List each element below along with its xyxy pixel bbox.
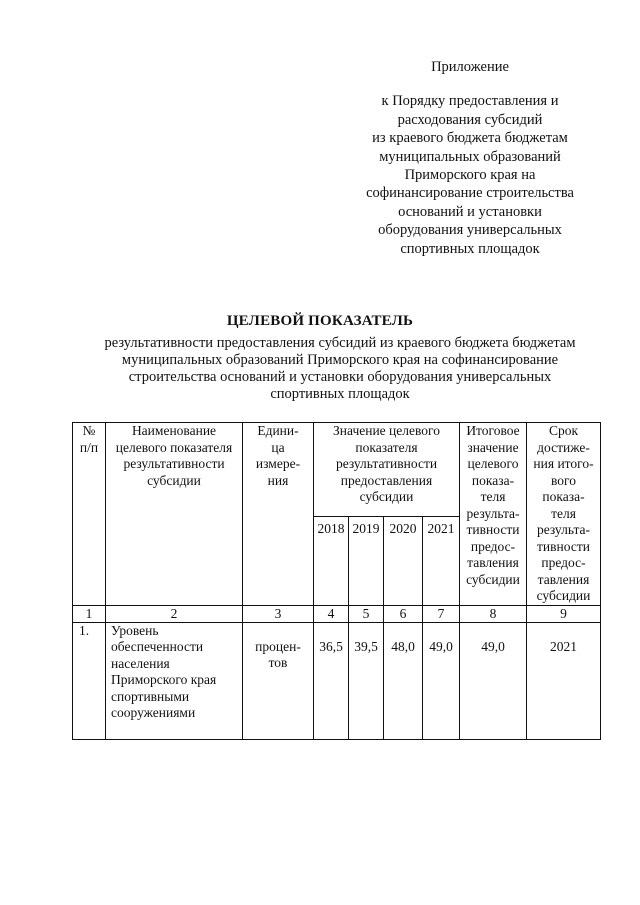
- appendix-line: софинансирование строительства: [366, 185, 574, 202]
- column-number: 7: [423, 605, 460, 622]
- total-value: 49,0: [460, 622, 527, 739]
- appendix-label: Приложение: [431, 59, 509, 75]
- value-2018: 36,5: [314, 622, 349, 739]
- document-subtitle: [40, 335, 640, 403]
- appendix-block: [320, 58, 620, 258]
- column-number: 3: [243, 605, 314, 622]
- appendix-line: спортивных площадок: [400, 240, 540, 257]
- row-number: 1.: [73, 622, 106, 739]
- appendix-line: оборудования универсальных: [378, 222, 562, 239]
- indicator-name: Уровень обеспеченности населения Приморского края спортивными сооружениями: [106, 622, 243, 739]
- column-number: 2: [106, 605, 243, 622]
- subtitle-line: спортивных площадок: [270, 386, 410, 402]
- header-year-2021: 2021: [423, 517, 460, 605]
- header-year-2019: 2019: [349, 517, 384, 605]
- value-2021: 49,0: [423, 622, 460, 739]
- appendix-line: из краевого бюджета бюджетам: [372, 130, 568, 147]
- header-target-value: Значение целевого показателя результативности предоставления субсидии: [314, 423, 460, 517]
- appendix-line: Приморского края на: [404, 167, 536, 184]
- column-number: 1: [73, 605, 106, 622]
- subtitle-line: муниципальных образований Приморского края на софинансирование: [121, 352, 559, 368]
- column-number: 9: [527, 605, 601, 622]
- header-total-value: Итоговое значение целевого показа- теля результа- тивности предос- тавления субсидии: [460, 423, 527, 606]
- value-2020: 48,0: [384, 622, 423, 739]
- subtitle-line: результативности предоставления субсидий из краевого бюджета бюджетам: [104, 335, 576, 351]
- value-2019: 39,5: [349, 622, 384, 739]
- header-year-2018: 2018: [314, 517, 349, 605]
- header-unit: Едини- ца измере- ния: [243, 423, 314, 606]
- table-row: [73, 622, 601, 739]
- header-year-2020: 2020: [384, 517, 423, 605]
- subtitle-line: строительства оснований и установки оборудования универсальных: [128, 369, 552, 385]
- column-number: 8: [460, 605, 527, 622]
- header-indicator-name: Наименование целевого показателя результативности субсидии: [106, 423, 243, 606]
- appendix-line: оснований и установки: [398, 203, 542, 220]
- indicator-table: [72, 422, 601, 740]
- column-number: 6: [384, 605, 423, 622]
- unit-cell: процен- тов: [243, 622, 314, 739]
- column-number: 4: [314, 605, 349, 622]
- header-deadline: Срок достиже- ния итого- вого показа- теля результа- тивности предос- тавления субсидии: [527, 423, 601, 606]
- document-title: ЦЕЛЕВОЙ ПОКАЗАТЕЛЬ: [226, 313, 414, 329]
- header-num: № п/п: [73, 423, 106, 606]
- appendix-line: муниципальных образований: [379, 148, 561, 165]
- column-number: 5: [349, 605, 384, 622]
- appendix-line: расходования субсидий: [397, 111, 543, 128]
- deadline-year: 2021: [527, 622, 601, 739]
- appendix-line: к Порядку предоставления и: [381, 93, 559, 110]
